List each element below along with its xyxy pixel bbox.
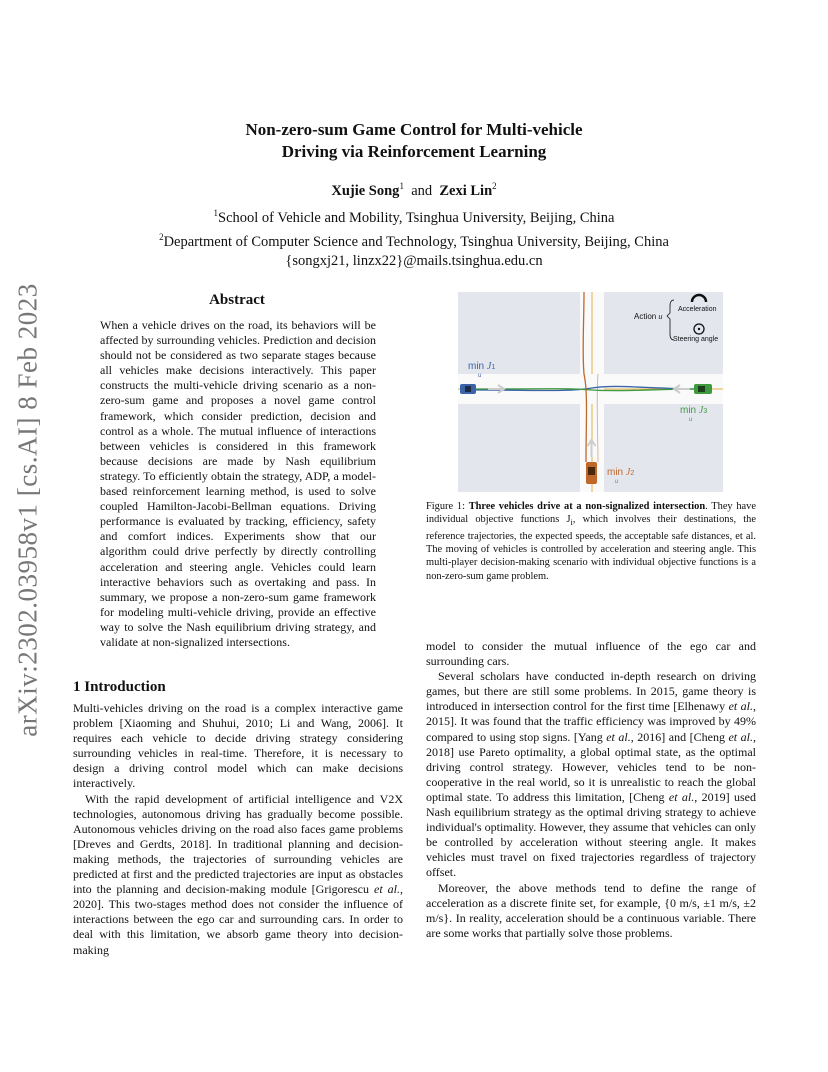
right-p1-c: , 2016] and [Cheng bbox=[630, 729, 729, 744]
author-and: and bbox=[411, 182, 433, 199]
right-p1-d: , 2018] use Pareto optimality, a global optimal state, as the optimal driving control strategy. However, vehicles tend to be non-cooperative in the real world, so it is unrealistic to reach the global optimal state. To address this limitation, [Cheng bbox=[426, 729, 756, 804]
abstract-heading: Abstract bbox=[209, 292, 265, 308]
abstract-text: When a vehicle drives on the road, its behaviors will be affected by surrounding vehicles. Prediction and decision should not be considered as two separate stages because all vehicles make decisions interactively. This paper constructs the multi-vehicle driving scenario as a non-zero-sum game and proposes a novel game control framework, which consider prediction, decision and control as a whole. The mutual influence of interactions between vehicles is considered in this framework because decisions are made by Nash equilibrium strategy. To efficiently obtain the strategy, ADP, a model-based reinforcement learning method, is used to solve coupled Hamilton-Jacobi-Bellman equations. Driving performance is evaluated by tracking, efficiency, safety and comfort indices. Experiments show that our algorithm could drive perfectly by directly controlling acceleration and steering angle. Vehicles could learn interactive behaviors such as overtaking and pass. In summary, we propose a non-zero-sum game framework for modeling multi-vehicle driving, provide an effective way to solve the Nash equilibrium driving strategy, and validate at non-signalized intersections. bbox=[100, 318, 376, 649]
right-p1-a: Several scholars have conducted in-depth research on driving games, but there are still some problems. In 2015, game theory is introduced in intersection control for the first time [Elhenawy bbox=[426, 669, 756, 714]
steering-wheel-hub bbox=[698, 328, 700, 330]
objective-j2-var: u bbox=[615, 479, 619, 485]
car-1-roof bbox=[465, 386, 471, 392]
affil-1-text: School of Vehicle and Mobility, Tsinghua University, Beijing, China bbox=[218, 209, 615, 226]
car-3-roof bbox=[698, 386, 705, 392]
affiliation-2 bbox=[0, 228, 828, 252]
affil-1-sup: 1 bbox=[213, 208, 218, 218]
affiliation-1 bbox=[0, 204, 828, 228]
objective-j3-var: u bbox=[689, 417, 693, 423]
right-p1-e: , 2019] used Nash equilibrium strategy as the optimal driving strategy to achieve individual's optimality. However, they assume that vehicles can only be controlled by acceleration without steering angle. It makes vehicles must travel on fixed trajectories regardless of trajectory offset. bbox=[426, 789, 756, 880]
intersection-diagram bbox=[458, 292, 723, 492]
car-2-roof bbox=[588, 467, 595, 475]
paper-title bbox=[0, 119, 828, 163]
right-paragraph-2: Moreover, the above methods tend to define the range of acceleration as a discrete finite set, for example, {0 m/s, ±1 m/s, ±2 m/s}. In reality, acceleration should be a continuous variable. There are some works that partially solve those problems. bbox=[426, 880, 756, 940]
acceleration-label: Acceleration bbox=[678, 306, 717, 313]
authors bbox=[0, 181, 828, 200]
right-p1-etal-2: et al. bbox=[606, 729, 631, 744]
steering-label: Steering angle bbox=[673, 336, 719, 343]
right-p1-b: , 2015]. It was found that the traffic efficiency was improved by 49% compared to using stop signs. [Yang bbox=[426, 699, 756, 744]
right-p1-etal-3: et al. bbox=[728, 729, 753, 744]
author-1: Xujie Song bbox=[331, 182, 400, 199]
author-2-sup: 2 bbox=[492, 181, 497, 191]
block-top-right bbox=[604, 292, 723, 374]
intro-p2-etal: et al. bbox=[374, 882, 401, 897]
right-p1-etal-4: et al. bbox=[668, 789, 695, 804]
intro-p2-part-b: , 2020]. This two-stages method does not consider the influence of interactions between the ego car and surrounding cars. In order to deal with this limitation, we absorb game theory into decision-making bbox=[73, 882, 404, 957]
arxiv-id: arXiv:2302.03958v1 [cs.AI] 8 Feb 2023 bbox=[12, 283, 43, 737]
right-paragraph-1 bbox=[426, 669, 756, 880]
title-line-2: Driving via Reinforcement Learning bbox=[281, 142, 547, 161]
author-2: Zexi Lin bbox=[439, 182, 493, 199]
caption-sub: i bbox=[570, 517, 573, 528]
affil-2-text: Department of Computer Science and Technology, Tsinghua University, Beijing, China bbox=[163, 233, 669, 250]
figure-1-caption bbox=[426, 500, 756, 583]
figure-1-intersection bbox=[458, 292, 723, 492]
objective-j3: min J3 bbox=[680, 405, 708, 416]
author-1-sup: 1 bbox=[399, 181, 404, 191]
section-heading-introduction: 1 Introduction bbox=[73, 679, 166, 695]
block-bottom-left bbox=[458, 404, 580, 492]
caption-label: Figure 1: bbox=[426, 501, 469, 512]
block-bottom-right bbox=[604, 404, 723, 492]
affil-2-sup: 2 bbox=[159, 231, 164, 242]
intro-paragraph-2 bbox=[73, 792, 403, 958]
right-paragraph-0: model to consider the mutual influence of the ego car and surrounding cars. bbox=[426, 639, 756, 669]
caption-text-1: They have individual objective functions J bbox=[426, 501, 756, 526]
intro-p2-part-a: With the rapid development of artificial intelligence and V2X technologies, autonomous driving has gradually become possible. Autonomous vehicles driving on the road also faces game problems [Dreves and Gerdts, 2018]. In traditional planning and decision-making methods, the trajectories of surrounding vehicles are predicted at first and the predicted trajectories are input as obstacles into the planning and decision-making module [Grigorescu bbox=[73, 791, 403, 897]
objective-j1: min J1 bbox=[468, 361, 496, 372]
affiliations bbox=[0, 204, 828, 271]
email: {songxj21, linzx22}@mails.tsinghua.edu.cn bbox=[285, 252, 543, 269]
right-p1-etal-1: et al. bbox=[728, 699, 753, 714]
intro-body bbox=[73, 701, 403, 958]
caption-period: . bbox=[705, 501, 708, 512]
action-label: Action u bbox=[634, 312, 663, 321]
caption-text-2: , which involves their destinations, the reference trajectories, the expected speeds, the acceptable safe distances, et al. The moving of vehicles is controlled by acceleration and steering angle. This multi-player decision-making scenario with individual objective functions is a non-zero-sum game problem. bbox=[426, 514, 756, 582]
title-line-1: Non-zero-sum Game Control for Multi-vehicle bbox=[245, 120, 583, 139]
objective-j1-var: u bbox=[478, 373, 482, 379]
caption-bold: Three vehicles drive at a non-signalized intersection bbox=[468, 501, 706, 512]
arxiv-sidebar bbox=[8, 260, 48, 760]
right-column-body bbox=[426, 639, 756, 941]
objective-j2: min J2 bbox=[607, 467, 635, 478]
intro-paragraph-1: Multi-vehicles driving on the road is a complex interactive game problem [Xiaoming and Shuhui, 2010; Li and Wang, 2006]. It requires each vehicle to decide driving strategy considering surrounding vehicles in real-time. Therefore, it is necessary to design a driving control model which can make decisions interactively. bbox=[73, 701, 403, 791]
